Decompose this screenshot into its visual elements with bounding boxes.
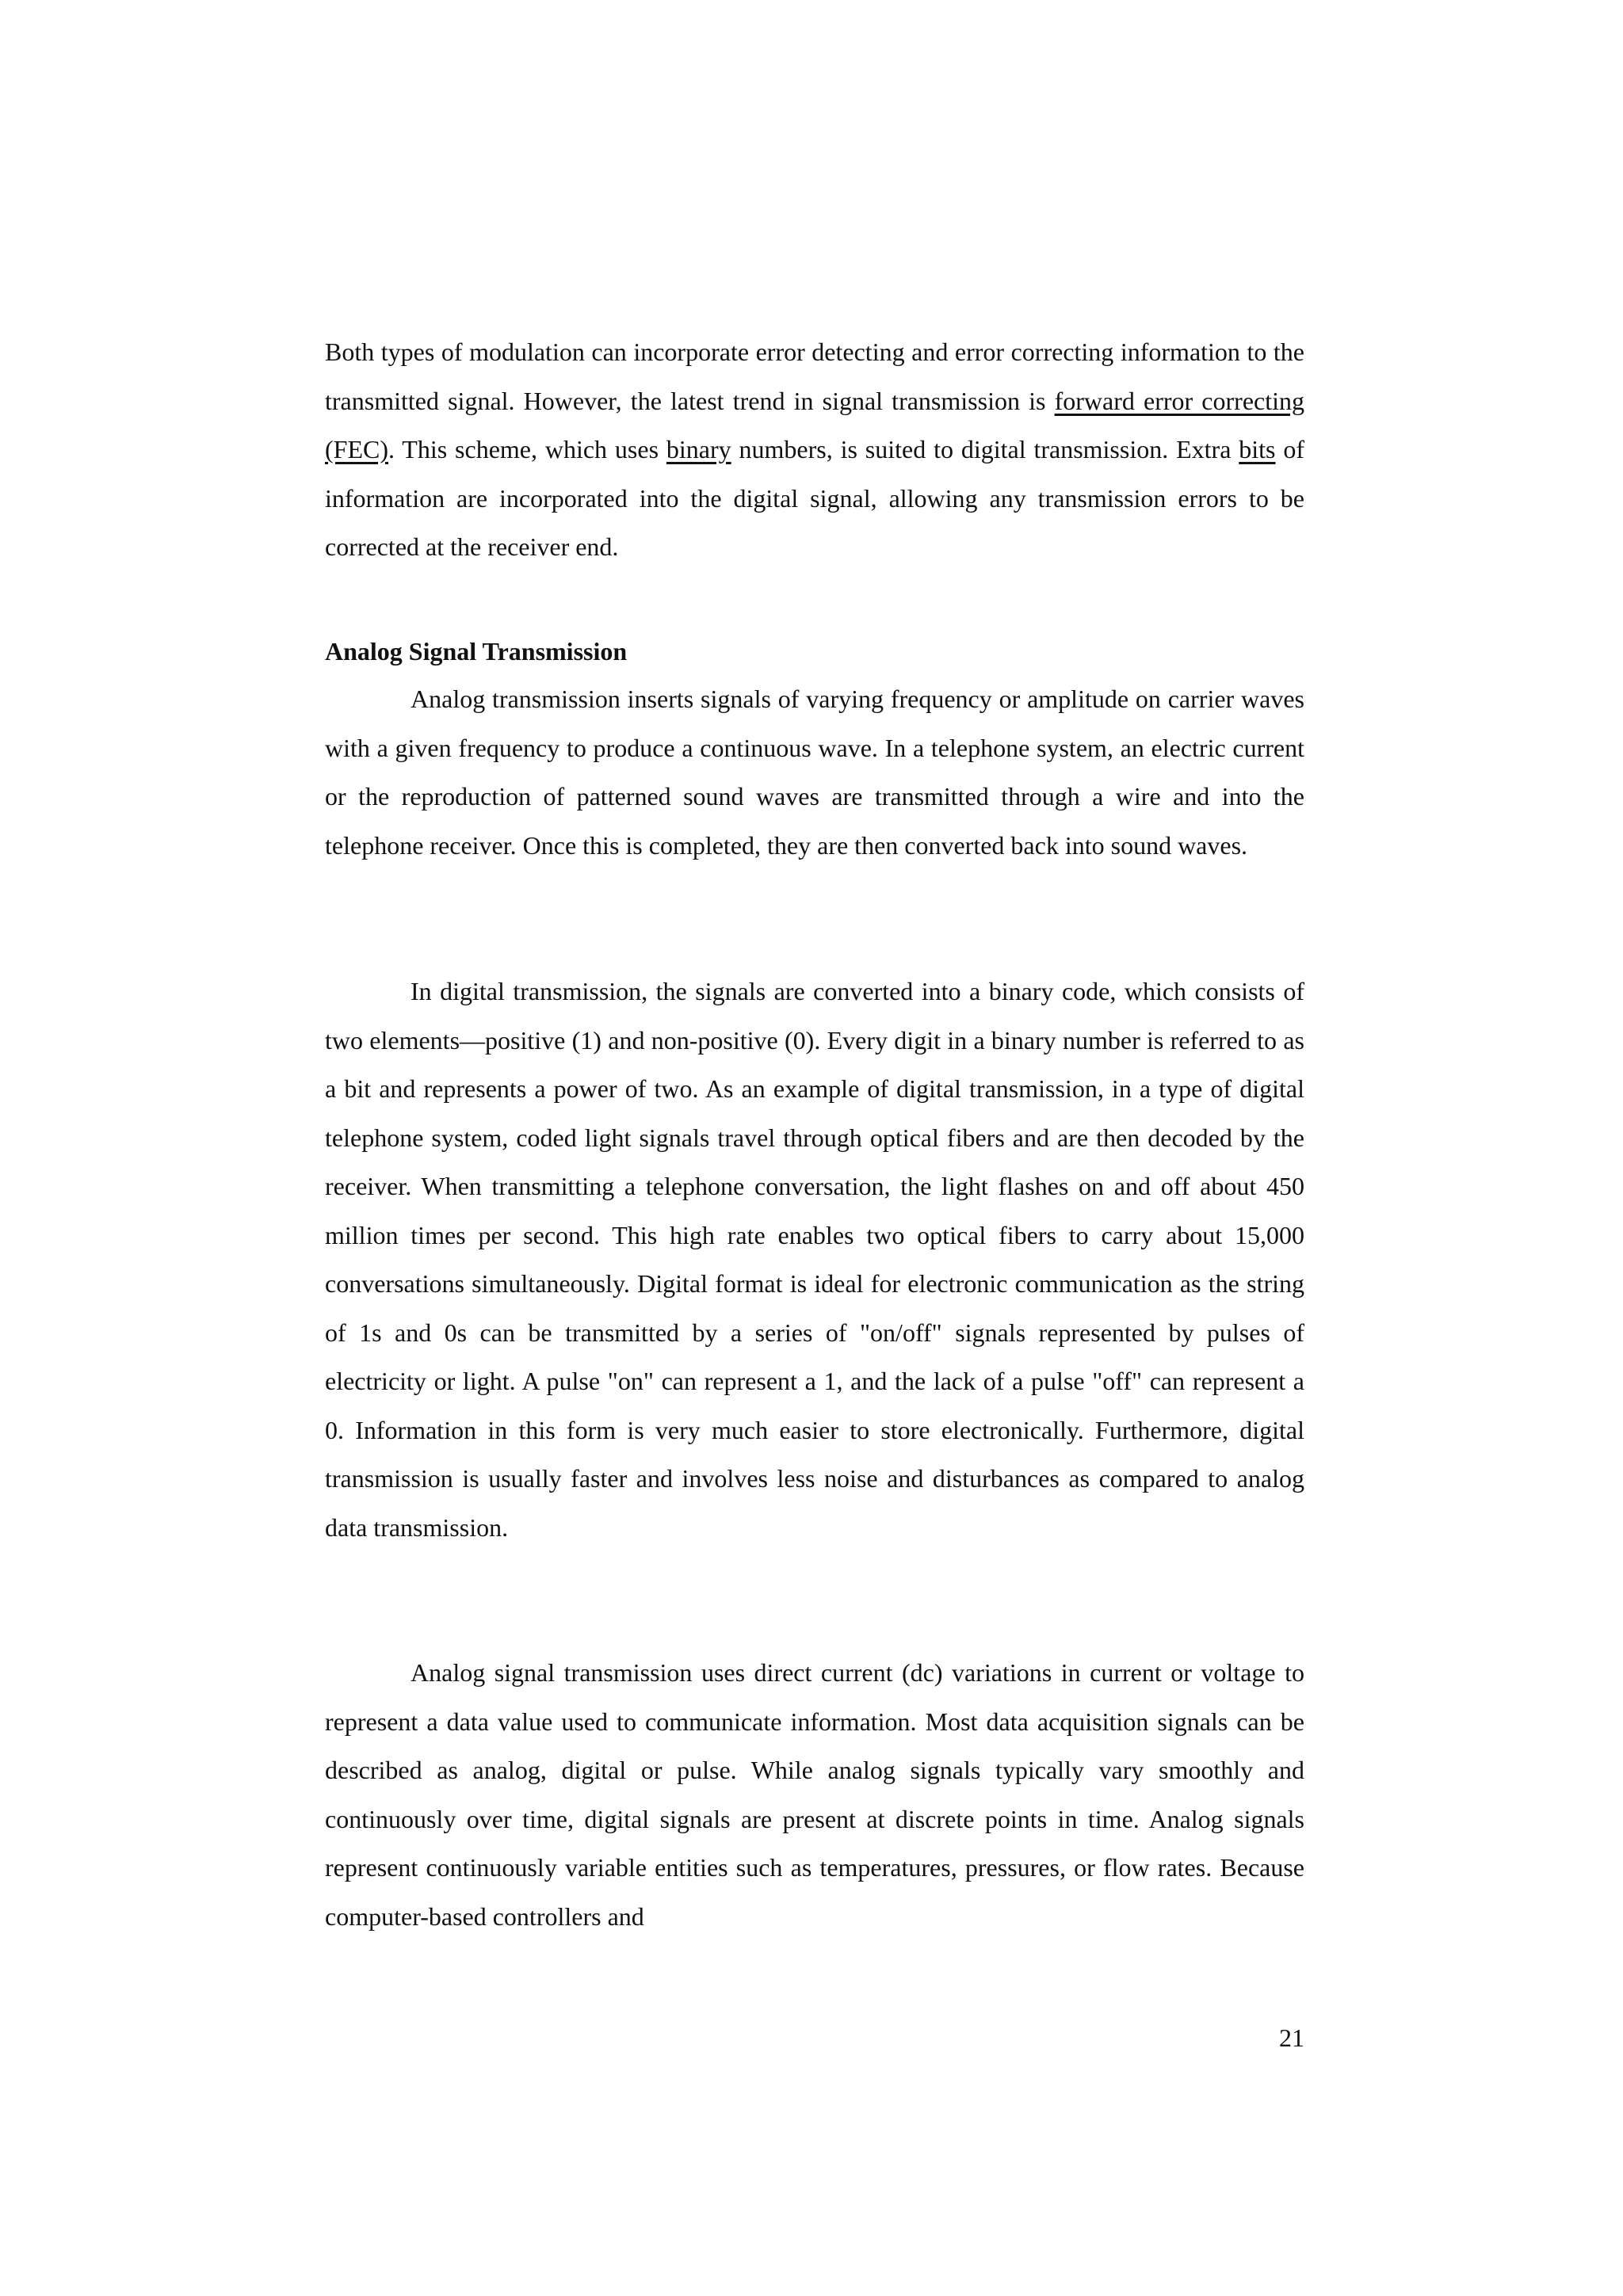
paragraph-digital-transmission: In digital transmission, the signals are converted into a binary code, which consists of two elements—positive (1) and non-positive (0). Every digit in a binary number is referred to as a bit and represents a power of two. As an example of digital transmission, in a type of digital telephone system, coded light signals travel through optical fibers and are then decoded by the receiver. When transmitting a telephone conversation, the light flashes on and off about 450 million times per second. This high rate enables two optical fibers to carry about 15,000 conversations simultaneously. Digital format is ideal for electronic communication as the string of 1s and 0s can be transmitted by a series of "on/off" signals represented by pulses of electricity or light. A pulse "on" can represent a 1, and the lack of a pulse "off" can represent a 0. Information in this form is very much easier to store electronically. Furthermore, digital transmission is usually faster and involves less noise and disturbances as compared to analog data transmission. bbox=[325, 977, 1304, 1542]
link-bits[interactable]: bits bbox=[1239, 435, 1276, 463]
paragraph-text: numbers, is suited to digital transmission. Extra bbox=[731, 435, 1239, 463]
paragraph-text: . This scheme, which uses bbox=[388, 435, 666, 463]
paragraph-text: Both types of modulation can incorporate error detecting and error correcting information to the transmitted signal. However, the latest trend in signal transmission is bbox=[325, 338, 1304, 415]
link-binary[interactable]: binary bbox=[666, 435, 731, 463]
link-forward-error-correcting[interactable]: forward error correcting (FEC) bbox=[325, 386, 1305, 463]
paragraph-error-correction bbox=[325, 328, 1304, 572]
paragraph-text: of information are incorporated into the digital signal, allowing any transmission errors to be corrected at the receiver end. bbox=[325, 435, 1305, 561]
page-number: 21 bbox=[1279, 2023, 1304, 2052]
paragraph-analog-signal: Analog signal transmission uses direct current (dc) variations in current or voltage to represent a data value used to communicate information. Most data acquisition signals can be described as analog, digital or pulse. While analog signals typically vary smoothly and continuously over time, digital signals are present at discrete points in time. Analog signals represent continuously variable entities such as temperatures, pressures, or flow rates. Because computer-based controllers and bbox=[325, 1658, 1304, 1931]
section-heading: Analog Signal Transmission bbox=[325, 637, 628, 666]
paragraph-analog-transmission: Analog transmission inserts signals of varying frequency or amplitude on carrier waves with a given frequency to produce a continuous wave. In a telephone system, an electric current or the reproduction of patterned sound waves are transmitted through a wire and into the telephone receiver. Once this is completed, they are then converted back into sound waves. bbox=[325, 685, 1304, 860]
